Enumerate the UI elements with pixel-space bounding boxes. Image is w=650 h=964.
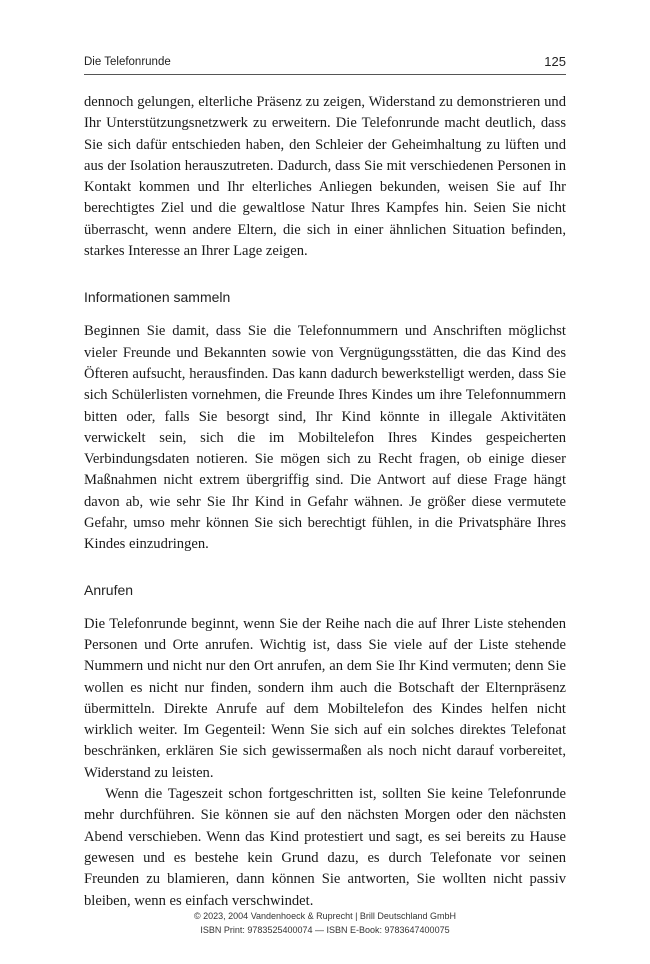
intro-paragraph: dennoch gelungen, elterliche Präsenz zu zeigen, Widerstand zu demonstrieren und Ihr Unterstützungsnetzwerk zu erweitern. Die Telefonrunde macht deutlich, dass Sie sich dafür entschieden haben, den Schleier der Geheimhaltung zu lüften und aus der Isolation herauszutreten. Dadurch, dass Sie mit verschiedenen Personen in Kontakt kommen und Ihr elterliches Anliegen bekunden, weisen Sie auf Ihr berechtigtes Ziel und die gewaltlose Natur Ihres Kampfes hin. Seien Sie nicht überrascht, wenn andere Eltern, die sich in einer ähnlichen Situation befinden, starkes Interesse an Ihrer Lage zeigen.: [84, 94, 566, 260]
section-heading-anrufen: Anrufen: [84, 581, 134, 598]
section-heading-informationen-sammeln: Informationen sammeln: [84, 289, 231, 306]
header-rule: [84, 74, 566, 75]
main-text: [84, 92, 566, 912]
section-paragraph: Beginnen Sie damit, dass Sie die Telefonnummern und Anschriften möglichst vieler Freunde und Bekannten sowie von Vergnügungsstätten, die das Kind des Öfteren aufsucht, herausfinden. Das kann dadurch bewerkstelligt werden, dass Sie sich Schülerlisten vornehmen, die Freunde Ihres Kindes um ihre Telefonnummern bitten oder, falls Sie besorgt sind, Ihr Kind könnte in illegale Aktivitäten verwickelt sein, sich die im Mobiltelefon Ihres Kindes gespeicherten Verbindungsdaten notieren. Sie mögen sich zu Recht fragen, ob einige dieser Maßnahmen nicht extrem übergriffig sind. Die Antwort auf diese Frage hängt davon ab, wie sehr Sie Ihr Kind in Gefahr wähnen. Je größer diese vermutete Gefahr, umso mehr können Sie sich berechtigt fühlen, in die Privatsphäre Ihres Kindes einzudringen.: [84, 323, 566, 553]
running-title: Die Telefonrunde: [84, 56, 171, 68]
section-paragraph: Wenn die Tageszeit schon fortgeschritten ist, sollten Sie keine Telefonrunde mehr durchführen. Sie können sie auf den nächsten Morgen oder den nächsten Abend verschieben. Wenn das Kind protestiert und sagt, es sei bereits zu Hause gewesen und es bestehe kein Grund dazu, es durch Telefonate vor seinen Freunden zu blamieren, dann können Sie antworten, Sie wollten nicht passiv bleiben, wenn es einfach verschwindet.: [84, 786, 566, 909]
footer-copyright: © 2023, 2004 Vandenhoeck & Ruprecht | Brill Deutschland GmbH: [194, 911, 456, 921]
running-head: [84, 55, 566, 71]
section-paragraph: Die Telefonrunde beginnt, wenn Sie der Reihe nach die auf Ihrer Liste stehenden Personen und Orte anrufen. Wichtig ist, dass Sie viele auf der Liste stehende Nummern und nicht nur den Ort anrufen, an dem Sie Ihr Kind vermuten; denn Sie wollen es nicht nur finden, sondern ihm auch die Botschaft der Elternpräsenz übermitteln. Direkte Anrufe auf dem Mobiltelefon des Kindes helfen nicht wirklich weiter. Im Gegenteil: Wenn Sie sich auf ein solches direktes Telefonat beschränken, erklären Sie sich gewissermaßen als noch nicht darauf vorbereitet, Widerstand zu leisten.: [84, 615, 566, 781]
page-number: 125: [544, 54, 566, 69]
footer-isbn: ISBN Print: 9783525400074 — ISBN E-Book: 9783647400075: [200, 925, 450, 935]
